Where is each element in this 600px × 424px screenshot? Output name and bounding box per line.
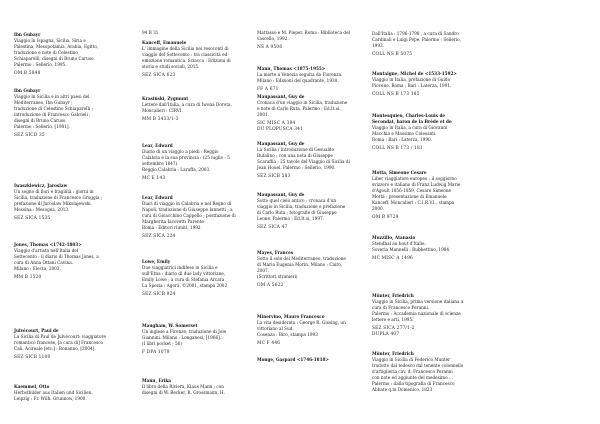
catalog-entry	[257, 66, 359, 93]
entry-heading: Iwaszkiewicz, Jaroslaw	[14, 183, 68, 188]
entry-description: Viaggio d'artista nell'Italia del Settecento : il diario di Thomas Jones, a cura di Anna Ottani Cavina. Milano : Electa, 2003.	[14, 248, 99, 271]
catalog-entry	[372, 113, 474, 152]
catalog-entry	[142, 378, 244, 396]
call-number: SEZ SICA 623	[142, 73, 176, 78]
entry-heading: Maupassant, Guy de	[257, 192, 305, 197]
entry-heading: Münter, Friedrich	[372, 293, 414, 298]
entry-heading: Montesquieu, Charles-Louis de Secondat, baron de la Brède et de	[372, 113, 452, 124]
call-number: MC F 446	[257, 341, 281, 346]
entry-description: Un sogno di fiori e fragilità : giorni in Sicilia, traduzione di Francesco Groggia ; prefazione di Jaroslaw Mikolajewski. Messina : Mesogea, 2013.	[14, 189, 103, 212]
call-number: SIC MISC A 394 DU PLOPUSCA 341	[257, 121, 304, 132]
call-number: COLL NS B 173 / 181	[372, 146, 423, 151]
entry-description: La Sicilia / introduzione di Gesualdo Bufalino ; con una nota di Giuseppe Scaraffia ; 25 tavole del Viaggio di Sicilia di Jean Houel. Palermo : Sellerio, 1990.	[257, 147, 350, 170]
call-number: COLL NS B 5075	[372, 52, 413, 57]
entry-heading: Motta, Simeone Cesare	[372, 170, 427, 175]
call-number: SEZ SICB 1100	[14, 355, 51, 360]
catalog-entry	[14, 384, 112, 402]
catalog-entry	[372, 235, 474, 262]
entry-heading: Muzzillo, Atanasio	[372, 235, 416, 240]
call-number: SEZ SICB 924	[142, 292, 176, 297]
entry-description: Herbstbilder aus Italien und Sicilien. Leipzig : Fr. Wilh. Grunnow, 1900.	[14, 390, 93, 401]
catalog-entry	[257, 357, 359, 363]
call-number: SEZ SICA 224	[142, 234, 176, 239]
catalog-entry	[372, 31, 474, 58]
catalog-entry	[257, 94, 359, 133]
call-number: F DPA 1079	[142, 350, 170, 355]
entry-description: Viaggio in Sicilia di Federico Munter tradotto dal tedesco dal tenente colonnello d'artiglieria cav. d. Francesco Peranni con note ed aggiunte del medesimo ... Palermo : dalla tipografia di Francesco Abbate q.m Domenico, 1823	[372, 357, 464, 392]
call-number: SEZ SICB 583	[257, 174, 291, 179]
entry-description: Sotto quel cielo antico : cronaca d'un viaggio in Sicilia, traduzione e prefazione di Carlo Ruta ; fotografie di Giuseppe Leone. Palermo : Ed.It.si, 1997.	[257, 198, 346, 221]
catalog-entry	[257, 30, 359, 51]
catalog-entry	[142, 40, 244, 79]
entry-heading: Mann, Erika	[142, 378, 171, 383]
call-number: OM A 5622	[257, 283, 284, 288]
catalog-entry	[257, 314, 359, 347]
catalog-entry	[372, 351, 474, 393]
entry-heading: Monge, Gaspard <1746-1818>	[257, 357, 329, 362]
entry-description: Dall'Italia : 1796-1798 , a cura di Sandro Cardinali e Luigi Pepe. Palermo : Sellerio, 1993.	[372, 31, 462, 48]
call-number: FF A 671	[257, 87, 279, 92]
entry-description: Liber viaggiatore europeo : il soggiorno svizzero e italiano di Franz Ludwig Marie d'Agoult 1856-1859, Cesare Simeone Motta ; presentazione di Emanuele Kanceff. Moncalieri : C.I.R.V.I., stampa 2000.	[372, 176, 461, 211]
entry-description: Diari di viaggio in Calabria e nel Regno di Napoli, traduzione di Giuseppe Iannetti ; a cura di Gioacchino Cappello ; postfazione di Margherita Iacovetti Parente Roma : Editori riuniti, 1992	[142, 201, 236, 230]
entry-heading: Julvécourt, Paul de	[14, 328, 59, 333]
entry-heading: Maupassant, Guy de	[257, 94, 305, 99]
entry-heading: Montaigne, Michel de <1533-1592>	[372, 71, 457, 76]
entry-description: Diario di un viaggio a piedi : Reggio Calabria e la sua provincia : (25 luglio - 5 settembre 1847). Reggio Calabria : Laruffa, 2003.	[142, 149, 230, 172]
entry-heading: Mann, Thomas <1875-1955>	[257, 66, 326, 71]
entry-description: Viaggio in Ispagna, Sicilia, Siria e Palestina, Mesopotamia, Arabia, Egitto, traduzione e note di Celestino Schiaparelli, disegni di Bruno Caruso. Palermo : Sellerio, 1995.	[14, 38, 99, 67]
entry-heading: Lear, Edward	[142, 143, 173, 148]
entry-heading: Maupassant, Guy de	[257, 141, 305, 146]
entry-heading: Mayes, Frances	[257, 250, 294, 255]
call-number: SEZ SICA 47	[257, 225, 288, 230]
entry-description: Cronaca d'un viaggio in Sicilia, traduzione e note di Carlo Ruta. Palermo : Ed.It.si., 2001.	[257, 100, 348, 117]
entry-heading: Lowe, Emily	[142, 259, 171, 264]
catalog-entry	[14, 183, 112, 222]
entry-description: Viaggio in Sicilia, prima versione italiana a cura di Francesco Peranni. Palermo : Accademia nazionale di scienze lettere e arti, 1995.	[372, 299, 464, 322]
catalog-entry	[142, 30, 244, 36]
entry-description: Lettere dall'Italia, a cura di Iwona Dorota. Moncalieri : CIRVI.	[142, 102, 232, 113]
catalog-entry	[257, 250, 359, 289]
entry-description: Viaggio in Italia, a cura di Giovanni Macchia e Massimo Colesanti. Roma ; Bari : Laterza, 1990.	[372, 125, 448, 142]
catalog-entry	[142, 259, 244, 298]
entry-description: Due viaggiatrici indifese in Sicilia e sull'Etna : diario di due lady vittoriane, Emily Lowe ; a cura di Stefania Arcara La Spezia : Agorà, ©2001, stampa 2002	[142, 265, 228, 288]
catalog-entry	[372, 293, 474, 338]
catalog-entry	[372, 71, 474, 98]
entry-description: Viaggio in Sicilia e in altri paesi del Mediterraneo, Ibn Gubayr ; traduzione di Celestino Schiaparelli ; introduzione di Francesco Gabrieli ; disegni di Bruno Caruso. Palermo : Sellerio, [1981].	[14, 94, 93, 129]
call-number: SEZ SICD 35	[14, 133, 45, 138]
catalog-entry	[372, 170, 474, 221]
entry-heading: Ibn Gubayr	[14, 88, 41, 93]
entry-description: La vita desiderata : George R. Gissing, un vittoriano al Sud. Cosenza : Biro, stampa 1993	[257, 320, 346, 337]
call-number: NS A 9506	[257, 45, 283, 50]
call-number: SEZ SICA 277/1-2 DUPLA 407	[372, 326, 415, 337]
entry-description: Viaggio in Italia, prefazione di Guido Piovene. Roma ; Bari : Laterza, 1991.	[372, 77, 452, 88]
entry-heading: Jones, Thomas <1742-1803>	[14, 242, 82, 247]
catalog-entry	[142, 96, 244, 123]
catalog-entry	[142, 323, 244, 356]
catalog-entry	[257, 141, 359, 180]
call-number: OM B 9729	[372, 215, 399, 220]
entry-description: Un inglese a Firenze, traduzione di Jole Giannini. Milano : Longanesi, [1966]. (I libri pocket ; 56)	[142, 329, 227, 346]
catalog-entry	[142, 143, 244, 182]
call-number: MC MISC A 1496	[372, 256, 413, 261]
entry-heading: Lear, Edward	[142, 195, 173, 200]
catalog-entry	[257, 192, 359, 231]
entry-description: La Sicilia di Paul de Julvécourt: viaggiatore romantico francese, [a cura di] Francesco Cali. Acireale [etc.] : Bonanno, [2004].	[14, 334, 106, 351]
call-number: MM B 1520	[14, 275, 42, 280]
entry-description: Stendhal au bout d'Italie. Soveria Mannelli : Rubbettino, 1984.	[372, 241, 451, 252]
entry-heading: Kaemmel, Otto	[14, 384, 50, 389]
call-number: COLL NS B 173 185	[372, 92, 420, 97]
entry-description: Mattasso e M. Pieper. Roma : Biblioteca del vascello, 1992.	[257, 30, 350, 41]
call-number: MC E 143	[142, 176, 166, 181]
entry-heading: Ibn Gubayr	[14, 32, 41, 37]
entry-description: La morte a Venezia seguita da Fiorenza. Milano : Edizioni del quadrante, 1930.	[257, 72, 343, 83]
catalog-entry	[14, 32, 112, 77]
catalog-entry	[14, 88, 112, 139]
entry-description: Sotto il sole del Mediterraneo, traduzione di Maria Eugenia Morin. Milano : Cairo, 2007. (Scrittori stranieri)	[257, 256, 346, 279]
entry-heading: Krasiński, Zygmunt	[142, 96, 189, 101]
entry-description: Il libro della Riviera, Klaus Mann ; con disegni di W. Becker, R. Grossmann, H.	[142, 384, 225, 395]
catalog-entry	[142, 195, 244, 240]
entry-heading: Minervino, Mauro Francesco	[257, 314, 325, 319]
entry-heading: Kanceff, Emanuele	[142, 40, 187, 45]
entry-heading: Münter, Friedrich	[372, 351, 414, 356]
call-number: MM B 3433/1-3	[142, 117, 179, 122]
catalog-entry	[14, 242, 112, 281]
catalog-entry	[14, 328, 112, 361]
entry-description: L' immagine della Sicilia nei resoconti di viaggio del Settecento : tra classicità ed emozione romantica. Sciacca : Edizioni di storia e studi sociali, 2015.	[142, 46, 231, 69]
call-number: SEZ SICA 1535	[14, 216, 51, 221]
entry-heading: Maugham, W. Somerset	[142, 323, 198, 328]
entry-description: 94 B 31	[142, 30, 159, 35]
call-number: OM B 5848	[14, 71, 41, 76]
